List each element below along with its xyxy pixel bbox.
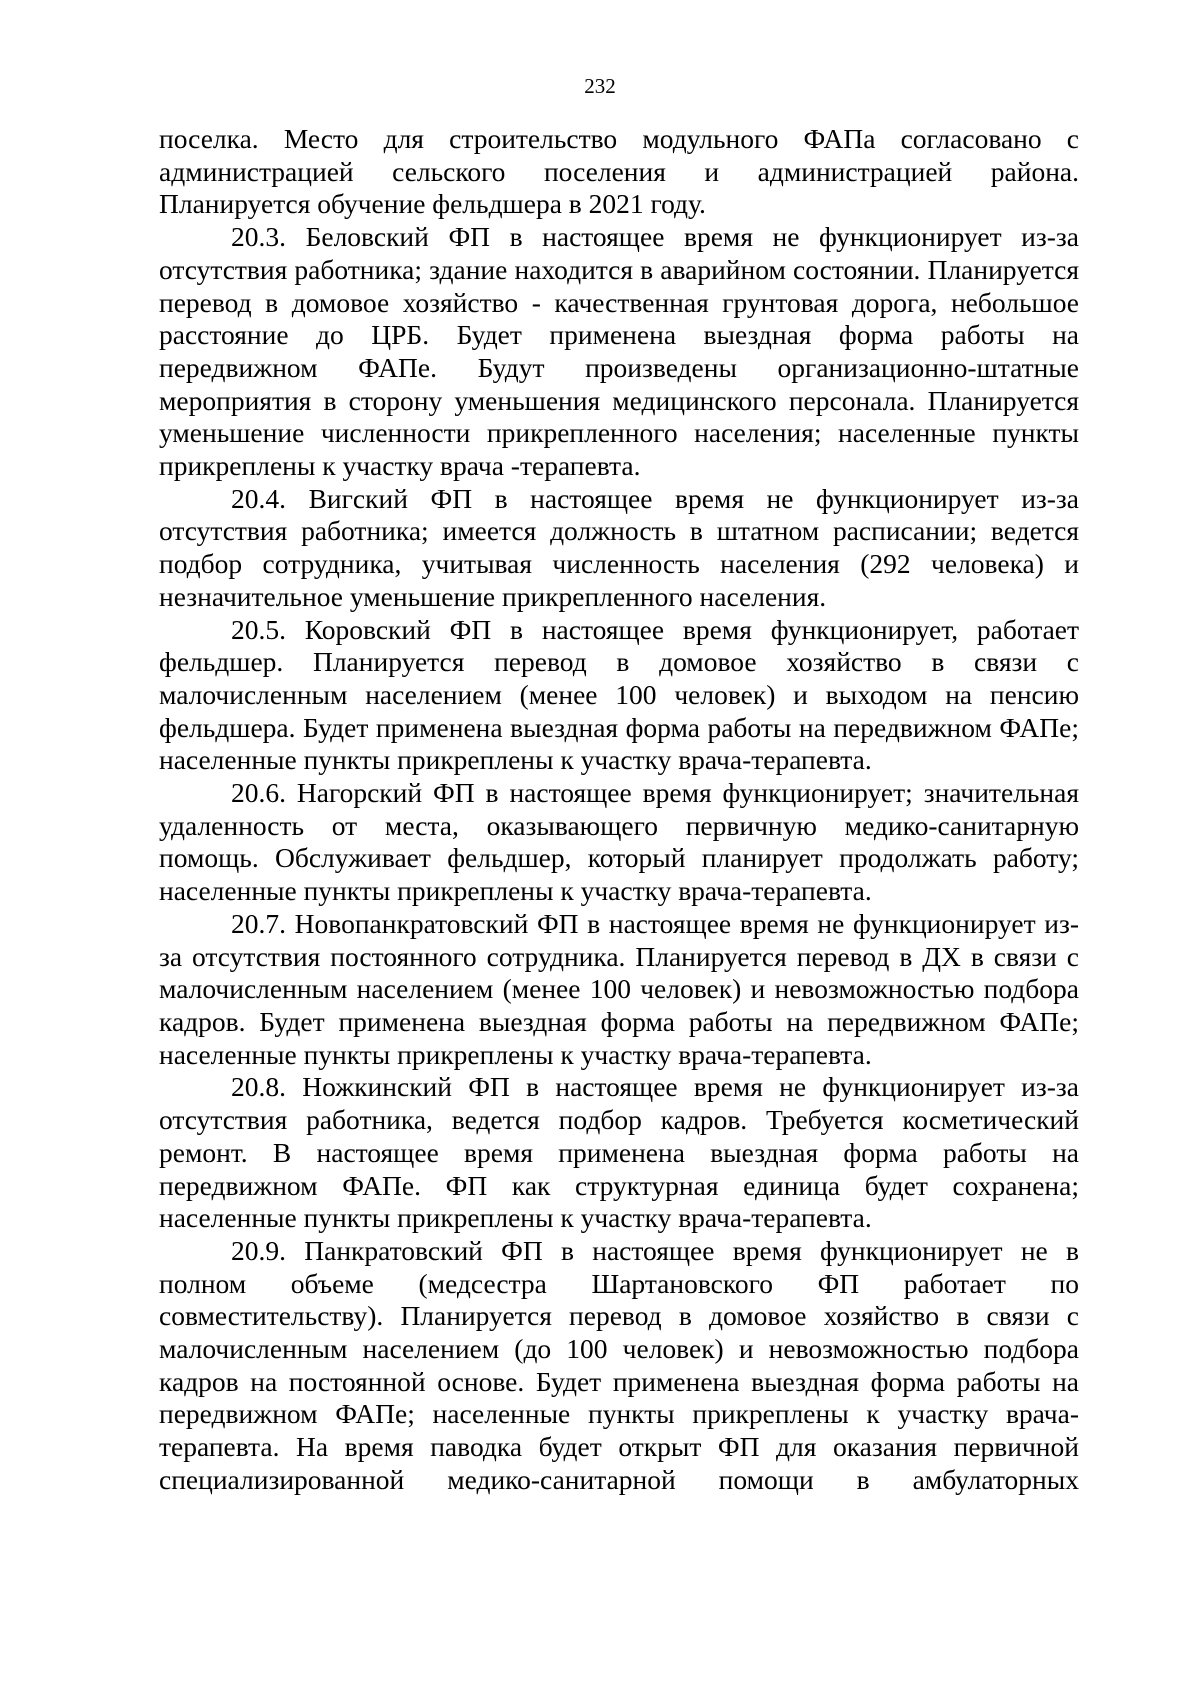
paragraph-20-9: 20.9. Панкратовский ФП в настоящее время функционирует не в полном объеме (медсестра Шартановского ФП работает по совместительству). Планируется перевод в домовое хозяйство в связи с малочисленным населением (до 100 человек) и невозможностью подбора кадров на постоянной основе. Будет применена выездная форма работы на передвижном ФАПе; населенные пункты прикреплены к участку врача-терапевта. На время паводка будет открыт ФП для оказания первичной специализированной медико-санитарной помощи в амбулаторных [159,1234,1079,1495]
paragraph-20-3: 20.3. Беловский ФП в настоящее время не функционирует из-за отсутствия работника; здание находится в аварийном состоянии. Планируется перевод в домовое хозяйство - качественная грунтовая дорога, небольшое расстояние до ЦРБ. Будет применена выездная форма работы на передвижном ФАПе. Будут произведены организационно-штатные мероприятия в сторону уменьшения медицинского персонала. Планируется уменьшение численности прикрепленного населения; населенные пункты прикреплены к участку врача -терапевта. [159,221,1079,482]
paragraph-continuation: поселка. Место для строительство модульного ФАПа согласовано с администрацией сельского поселения и администрацией района. Планируется обучение фельдшера в 2021 году. [159,123,1079,220]
paragraph-20-7: 20.7. Новопанкратовский ФП в настоящее время не функционирует из-за отсутствия постоянного сотрудника. Планируется перевод в ДХ в связи с малочисленным населением (менее 100 человек) и невозможностью подбора кадров. Будет применена выездная форма работы на передвижном ФАПе; населенные пункты прикреплены к участку врача-терапевта. [159,907,1079,1070]
paragraph-20-6: 20.6. Нагорский ФП в настоящее время функционирует; значительная удаленность от места, оказывающего первичную медико-санитарную помощь. Обслуживает фельдшер, который планирует продолжать работу; населенные пункты прикреплены к участку врача-терапевта. [159,777,1079,907]
document-body [159,123,1079,1497]
paragraph-20-8: 20.8. Ножкинский ФП в настоящее время не функционирует из-за отсутствия работника, ведется подбор кадров. Требуется косметический ремонт. В настоящее время применена выездная форма работы на передвижном ФАПе. ФП как структурная единица будет сохранена; населенные пункты прикреплены к участку врача-терапевта. [159,1071,1079,1234]
paragraph-20-5: 20.5. Коровский ФП в настоящее время функционирует, работает фельдшер. Планируется перевод в домовое хозяйство в связи с малочисленным населением (менее 100 человек) и выходом на пенсию фельдшера. Будет применена выездная форма работы на передвижном ФАПе; населенные пункты прикреплены к участку врача-терапевта. [159,613,1079,776]
page-number: 232 [584,74,616,98]
paragraph-20-4: 20.4. Вигский ФП в настоящее время не функционирует из-за отсутствия работника; имеется должность в штатном расписании; ведется подбор сотрудника, учитывая численность населения (292 человека) и незначительное уменьшение прикрепленного населения. [159,482,1079,612]
